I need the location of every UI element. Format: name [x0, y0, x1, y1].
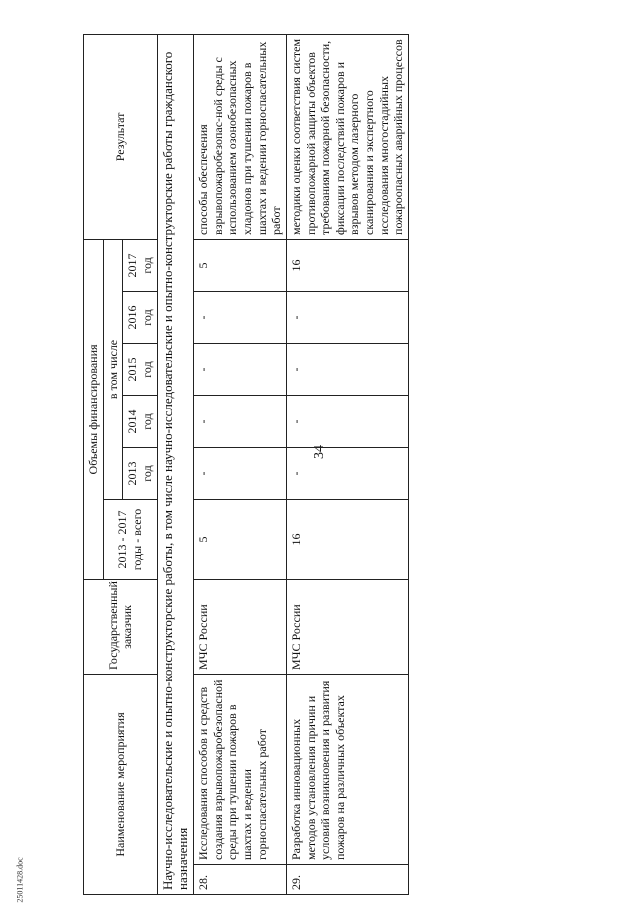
- row-2015: -: [194, 343, 287, 395]
- row-2016: -: [286, 291, 408, 343]
- row-2016: -: [194, 291, 287, 343]
- page-number: 34: [312, 445, 327, 459]
- header-year-2017: 2017 год: [123, 239, 157, 291]
- header-funding: Объемы финансирования: [84, 239, 104, 579]
- row-2014: -: [194, 395, 287, 447]
- row-2015: -: [286, 343, 408, 395]
- row-2013: -: [194, 447, 287, 499]
- section-title: Научно-исследовательские и опытно-конструкторские работы, в том числе научно-исследовательские и опытно-конструкторские работы гражданского назначения: [157, 34, 194, 894]
- header-year-2015: 2015 год: [123, 343, 157, 395]
- row-name: Разработка инновационных методов установления причин и условий возникновения и развития пожаров на различных объектах: [286, 674, 408, 864]
- funding-table: [83, 34, 409, 895]
- header-name: Наименование мероприятия: [84, 674, 158, 894]
- row-name: Исследования способов и средств создания взрывопожаробезопасной среды при тушении пожаров в шахтах и ведении горноспасательных работ: [194, 674, 287, 864]
- row-number: 29.: [286, 865, 408, 895]
- row-number: 28.: [194, 865, 287, 895]
- table-row: [286, 34, 408, 894]
- row-total: 16: [286, 499, 408, 579]
- row-customer: МЧС России: [194, 579, 287, 674]
- row-result: методики оценки соответствия систем противопожарной защиты объектов требованиям пожарной безопасности, фиксации последствий пожаров и взрывов методом лазерного сканирования и экспертного исследования многостадийных пожароопасных аварийных процессов: [286, 34, 408, 239]
- header-customer: Государственный заказчик: [84, 579, 158, 674]
- row-2014: -: [286, 395, 408, 447]
- row-2013: -: [286, 447, 408, 499]
- header-year-2014: 2014 год: [123, 395, 157, 447]
- file-id: 25011428.doc: [15, 857, 25, 903]
- header-year-2013: 2013 год: [123, 447, 157, 499]
- table-row: [194, 34, 287, 894]
- row-total: 5: [194, 499, 287, 579]
- header-result: Результат: [84, 34, 158, 239]
- rotated-page: [48, 35, 608, 895]
- row-customer: МЧС России: [286, 579, 408, 674]
- row-2017: 5: [194, 239, 287, 291]
- header-year-2016: 2016 год: [123, 291, 157, 343]
- row-2017: 16: [286, 239, 408, 291]
- row-result: способы обеспечения взрывопожаробезопас-ной среды с использованием озонобезопасных хладонов при тушении пожаров в шахтах и ведении горноспасательных работ: [194, 34, 287, 239]
- header-including: в том числе: [103, 239, 123, 499]
- header-total-years: 2013 - 2017 годы - всего: [103, 499, 157, 579]
